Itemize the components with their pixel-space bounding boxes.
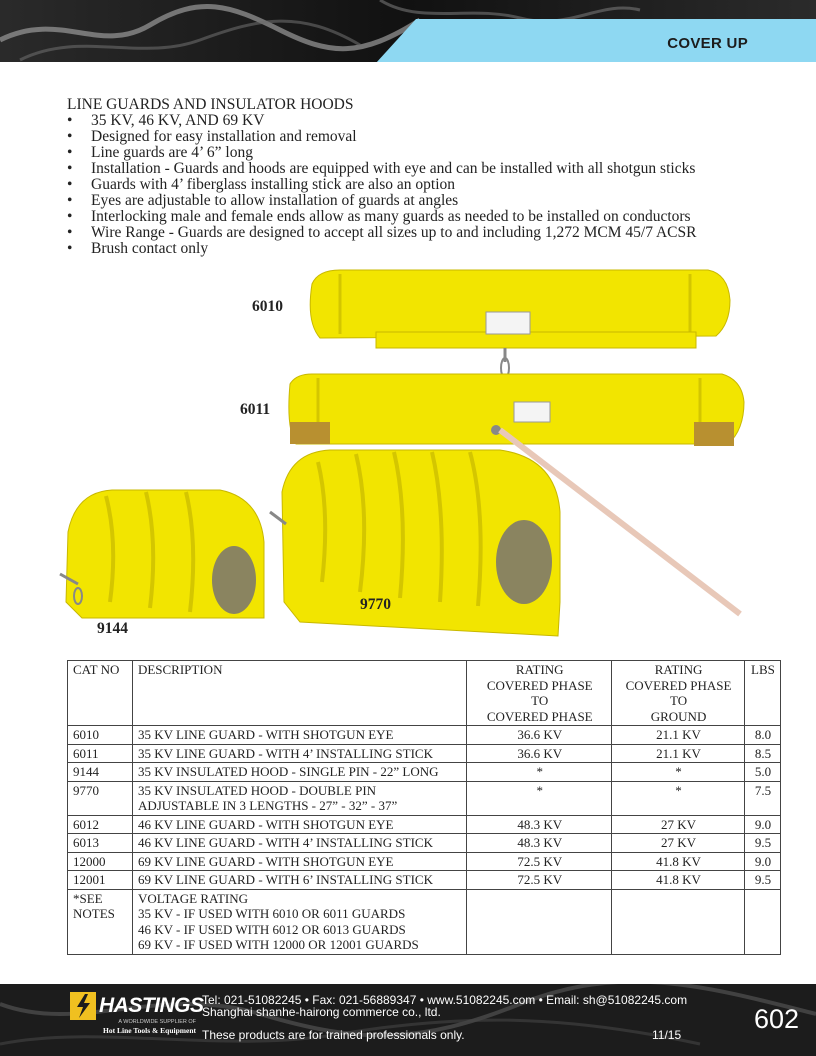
cell-description: 35 KV INSULATED HOOD - SINGLE PIN - 22” LONG (132, 763, 466, 782)
description-line: 35 KV INSULATED HOOD - DOUBLE PIN (137, 782, 377, 798)
notes-line: 69 KV - IF USED WITH 12000 OR 12001 GUARDS (137, 937, 419, 952)
product-9144-image (60, 490, 264, 618)
cell-rating-ground: 21.1 KV (612, 726, 745, 745)
header-line: TO (669, 693, 688, 708)
feature-item: • Line guards are 4’ 6” long (67, 145, 767, 161)
cell-notes-label (68, 889, 133, 954)
cell-rating-phase: * (467, 781, 612, 815)
cell-cat-no: 6010 (68, 726, 133, 745)
description-line: ADJUSTABLE IN 3 LENGTHS - 27” - 32” - 37” (137, 798, 398, 813)
cell-cat-no: 9770 (68, 781, 133, 815)
feature-item: • Interlocking male and female ends allow as many guards as needed to be installed on conductors (67, 209, 767, 225)
header-rating-ground (612, 661, 745, 726)
cell-description: 35 KV LINE GUARD - WITH SHOTGUN EYE (132, 726, 466, 745)
cell-rating-phase: 48.3 KV (467, 834, 612, 853)
table-notes-row (68, 889, 781, 954)
notes-line: VOLTAGE RATING (137, 890, 249, 906)
hastings-logo (70, 992, 204, 1035)
cell-description (132, 781, 466, 815)
logo-brand: HASTINGS (99, 994, 204, 1017)
notes-line: 35 KV - IF USED WITH 6010 OR 6011 GUARDS (137, 906, 406, 921)
cell-empty (467, 889, 612, 954)
cell-rating-phase: 36.6 KV (467, 744, 612, 763)
feature-item: • Installation - Guards and hoods are equipped with eye and can be installed with all shotgun sticks (67, 161, 767, 177)
table-row (68, 726, 781, 745)
table-row (68, 781, 781, 815)
cell-cat-no: 6012 (68, 815, 133, 834)
cell-rating-phase: * (467, 763, 612, 782)
feature-list (67, 113, 767, 257)
cell-notes-text (132, 889, 466, 954)
product-label-9770: 9770 (360, 596, 391, 613)
header-line: GROUND (650, 708, 707, 724)
cell-lbs: 9.5 (744, 871, 780, 890)
cell-cat-no: 6013 (68, 834, 133, 853)
product-illustration (0, 262, 816, 652)
cell-rating-ground: 41.8 KV (612, 852, 745, 871)
page-footer (0, 984, 816, 1056)
cell-rating-phase: 72.5 KV (467, 852, 612, 871)
header-section-tab (376, 19, 816, 62)
cell-cat-no: 6011 (68, 744, 133, 763)
cell-lbs: 7.5 (744, 781, 780, 815)
header-line: COVERED PHASE (486, 708, 593, 724)
notes-line: 46 KV - IF USED WITH 6012 OR 6013 GUARDS (137, 921, 406, 937)
product-label-9144: 9144 (97, 620, 128, 637)
product-label-6011: 6011 (240, 401, 271, 418)
logo-tagline: A WORLDWIDE SUPPLIER OF (118, 1019, 196, 1025)
table-row (68, 852, 781, 871)
cell-rating-ground: 27 KV (612, 834, 745, 853)
cell-rating-ground: 27 KV (612, 815, 745, 834)
header-line: RATING (515, 662, 564, 677)
cell-lbs: 8.5 (744, 744, 780, 763)
table-header-row (68, 661, 781, 726)
header-line: RATING (654, 662, 703, 677)
footer-date: 11/15 (652, 1028, 682, 1042)
cell-rating-ground: * (612, 781, 745, 815)
product-label-6010: 6010 (252, 298, 283, 315)
lightning-icon (70, 992, 96, 1020)
cell-rating-ground: 21.1 KV (612, 744, 745, 763)
table-row (68, 744, 781, 763)
cell-lbs: 9.0 (744, 852, 780, 871)
product-9770-image (270, 450, 560, 636)
footer-contact: Tel: 021-51082245 • Fax: 021-56889347 • www.51082245.com • Email: sh@51082245.com (202, 993, 688, 1007)
table-row (68, 871, 781, 890)
header-cat-no: CAT NO (68, 661, 133, 726)
cell-description: 46 KV LINE GUARD - WITH SHOTGUN EYE (132, 815, 466, 834)
specifications-table (67, 660, 781, 955)
feature-item: • 35 KV, 46 KV, AND 69 KV (67, 113, 767, 129)
header-rating-phase (467, 661, 612, 726)
cell-rating-phase: 48.3 KV (467, 815, 612, 834)
cell-empty (612, 889, 745, 954)
intro-section (67, 97, 767, 257)
header-line: COVERED PHASE (625, 677, 732, 693)
notes-label-line: *SEE (73, 890, 103, 906)
cell-empty (744, 889, 780, 954)
cell-rating-ground: * (612, 763, 745, 782)
table-row (68, 763, 781, 782)
header-description: DESCRIPTION (132, 661, 466, 726)
cell-description: 69 KV LINE GUARD - WITH SHOTGUN EYE (132, 852, 466, 871)
section-title: COVER UP (667, 35, 748, 52)
cell-rating-phase: 36.6 KV (467, 726, 612, 745)
feature-item: • Eyes are adjustable to allow installation of guards at angles (67, 193, 767, 209)
product-photos (0, 262, 816, 652)
cell-lbs: 9.0 (744, 815, 780, 834)
header-line: TO (531, 693, 549, 708)
intro-title: LINE GUARDS AND INSULATOR HOODS (67, 96, 354, 113)
notes-label-line: NOTES (73, 906, 115, 921)
footer-disclaimer: These products are for trained professionals only. (202, 1028, 465, 1042)
cell-description: 69 KV LINE GUARD - WITH 6’ INSTALLING STICK (132, 871, 466, 890)
footer-company: Shanghai shanhe-hairong commerce co., ltd. (202, 1005, 441, 1019)
cell-cat-no: 9144 (68, 763, 133, 782)
cell-lbs: 9.5 (744, 834, 780, 853)
cell-rating-ground: 41.8 KV (612, 871, 745, 890)
feature-item: • Wire Range - Guards are designed to accept all sizes up to and including 1,272 MCM 45/7 ACSR (67, 225, 767, 241)
cell-cat-no: 12001 (68, 871, 133, 890)
cell-rating-phase: 72.5 KV (467, 871, 612, 890)
feature-item: • Brush contact only (67, 241, 767, 257)
cell-cat-no: 12000 (68, 852, 133, 871)
cell-lbs: 8.0 (744, 726, 780, 745)
page-header (0, 0, 816, 62)
feature-item: • Designed for easy installation and removal (67, 129, 767, 145)
header-line: COVERED PHASE (486, 677, 593, 693)
cell-lbs: 5.0 (744, 763, 780, 782)
cell-description: 35 KV LINE GUARD - WITH 4’ INSTALLING STICK (132, 744, 466, 763)
logo-tagline-main: Hot Line Tools & Equipment (103, 1026, 196, 1035)
table-row (68, 815, 781, 834)
feature-item: • Guards with 4’ fiberglass installing stick are also an option (67, 177, 767, 193)
header-lbs: LBS (744, 661, 780, 726)
product-6010-image (310, 270, 730, 378)
cell-description: 46 KV LINE GUARD - WITH 4’ INSTALLING STICK (132, 834, 466, 853)
page-number: 602 (754, 1004, 800, 1034)
table-row (68, 834, 781, 853)
